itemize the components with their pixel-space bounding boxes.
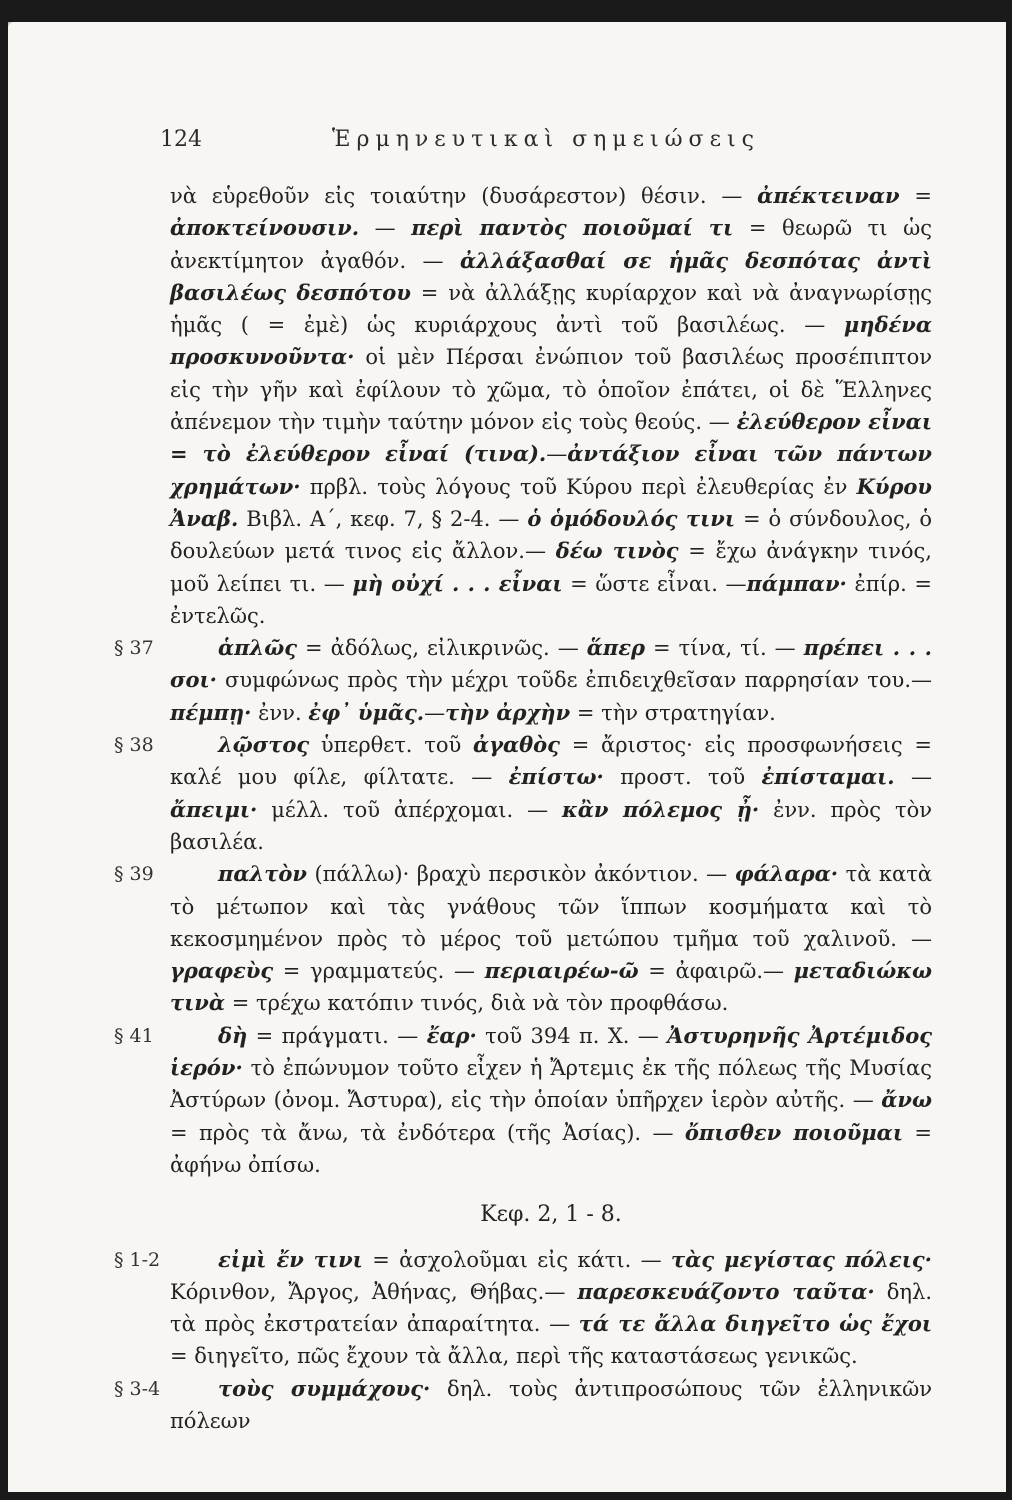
section-number: § 1-2 [114, 1248, 161, 1271]
lemma: πρέπει . . . σοι· [170, 635, 932, 693]
lemma: ἄπειμι· [170, 796, 258, 822]
running-title: Ἑρμηνευτικαὶ σημειώσεις [332, 127, 760, 152]
lemma: ἐπίστω· [508, 764, 604, 790]
note-paragraph: § 3-4 τοὺς συμμάχους· δηλ. τοὺς ἀντιπροσώπους τῶν ἑλληνικῶν πόλεων [170, 1373, 932, 1438]
lemma: γραφεὺς [170, 958, 274, 984]
note-paragraph: § 41 δὴ = πράγματι. — ἔαρ· τοῦ 394 π. Χ. — Ἀστυρηνῆς Ἀρτέμιδος ἱερόν· τὸ ἐπώνυμον τοῦτο εἶχεν ἡ Ἄρτεμις ἐκ τῆς πόλεως τῆς Μυσίας Ἀστύρων (ὀνομ. Ἄστυρα), εἰς τὴν ὁποίαν ὑπῆρχεν ἱερὸν αὐτῆς. — ἄνω = πρὸς τὰ ἄνω, τὰ ἐνδότερα (τῆς Ἀσίας). — ὄπισθεν ποιοῦμαι = ἀφήνω ὀπίσω. [170, 1020, 932, 1181]
lemma: τὴν ἀρχὴν [445, 699, 571, 725]
lemma: ἔαρ· [426, 1022, 477, 1048]
lemma: μὴ οὐχί . . . εἶναι [352, 570, 563, 596]
section-number: § 37 [114, 637, 154, 660]
section-number: § 38 [114, 734, 154, 757]
lemma: ἅπερ [586, 635, 646, 661]
lemma: μηδένα προσκυνοῦντα· [170, 312, 932, 370]
lemma: ἀντάξιον εἶναι τῶν πάντων χρημάτων· [170, 441, 932, 499]
section-number: § 39 [114, 863, 154, 886]
page-body [114, 180, 933, 1437]
lemma: τοὺς συμμάχους· [218, 1375, 431, 1401]
lemma: ἐφ᾽ ὑμᾶς. [308, 699, 425, 725]
lemma: ἀλλάξασθαί σε ἡμᾶς δεσπότας ἀντὶ βασιλέως δεσπότου [170, 247, 932, 305]
lemma: Ἀστυρηνῆς Ἀρτέμιδος ἱερόν· [170, 1022, 932, 1081]
lemma: περιαιρέω-ῶ [484, 958, 639, 984]
lemma: λῷστος [218, 732, 310, 758]
lemma: μεταδιώκω τινὰ [170, 958, 932, 1016]
lemma: ἀποκτείνουσιν. [170, 215, 360, 241]
section-number: § 41 [114, 1024, 154, 1047]
lemma: ἀγαθὸς [472, 732, 560, 758]
lemma: ἁπλῶς [218, 635, 298, 661]
lemma: τὰς μεγίστας πόλεις· [671, 1246, 932, 1272]
note-paragraph: § 39 παλτὸν (πάλλω)· βραχὺ περσικὸν ἀκόντιον. — φάλαρα· τὰ κατὰ τὸ μέτωπον καὶ τὰς γνάθους τῶν ἵππων κοσμήματα καὶ τὸ κεκοσμημένον πρὸς τὸ μέρος τοῦ μετώπου τμῆμα τοῦ χαλινοῦ. — γραφεὺς = γραμματεύς. — περιαιρέω-ῶ = ἀφαιρῶ.— μεταδιώκω τινὰ = τρέχω κατόπιν τινός, διὰ νὰ τὸν προφθάσω. [170, 858, 932, 1019]
lemma: παλτὸν [218, 861, 307, 887]
lemma: ἀπέκτειναν [757, 183, 900, 208]
lemma: πέμπῃ· [170, 699, 252, 725]
note-paragraph: § 37 ἁπλῶς = ἀδόλως, εἰλικρινῶς. — ἅπερ = τίνα, τί. — πρέπει . . . σοι· συμφώνως πρὸς τὴν μέχρι τοῦδε ἐπιδειχθεῖσαν παρρησίαν του.— πέμπῃ· ἐνν. ἐφ᾽ ὑμᾶς.—τὴν ἀρχὴν = τὴν στρατηγίαν. [170, 632, 932, 729]
section-number: § 3-4 [114, 1377, 161, 1400]
chapter-heading: Κεφ. 2, 1 - 8. [480, 1202, 622, 1228]
lemma: ἐπίσταμαι. [761, 764, 895, 790]
lemma: φάλαρα· [734, 861, 839, 887]
lemma: εἰμὶ ἔν τινι [218, 1246, 363, 1272]
lemma: δὴ [218, 1022, 248, 1048]
lemma: ἐλεύθερον εἶναι = τὸ ἐλεύθερον εἶναί (τινα). [170, 409, 932, 467]
lemma: ὁ ὁμόδουλός τινι [527, 505, 736, 531]
lemma: περὶ παντὸς ποιοῦμαί τι [411, 215, 734, 241]
page-number: 124 [160, 127, 202, 152]
note-paragraph: § 38 λῷστος ὑπερθετ. τοῦ ἀγαθὸς = ἄριστος· εἰς προσφωνήσεις = καλέ μου φίλε, φίλτατε. — ἐπίστω· προστ. τοῦ ἐπίσταμαι. — ἄπειμι· μέλλ. τοῦ ἀπέρχομαι. — κἂν πόλεμος ᾖ· ἐνν. πρὸς τὸν βασιλέα. [170, 729, 932, 858]
paragraph-group-notes [114, 180, 933, 1181]
lemma: πάμπαν· [746, 570, 847, 596]
lemma: Κύρου Ἀναβ. [170, 473, 932, 531]
lemma: τά τε ἄλλα διηγεῖτο ὡς ἔχοι [578, 1311, 932, 1337]
lemma: κἂν πόλεμος ᾖ· [562, 796, 760, 822]
lemma: ἄνω [881, 1087, 932, 1113]
lemma: δέω τινὸς [555, 538, 679, 564]
note-paragraph: νὰ εὑρεθοῦν εἰς τοιαύτην (δυσάρεστον) θέσιν. — ἀπέκτειναν = ἀποκτείνουσιν. — περὶ παντὸς ποιοῦμαί τι = θεωρῶ τι ὡς ἀνεκτίμητον ἀγαθόν. — ἀλλάξασθαί σε ἡμᾶς δεσπότας ἀντὶ βασιλέως δεσπότου = νὰ ἀλλάξῃς κυρίαρχον καὶ νὰ ἀναγνωρίσῃς ἡμᾶς ( = ἐμὲ) ὡς κυριάρχους ἀντὶ τοῦ βασιλέως. — μηδένα προσκυνοῦντα· οἱ μὲν Πέρσαι ἐνώπιον τοῦ βασιλέως προσέπιπτον εἰς τὴν γῆν καὶ ἐφίλουν τὸ χῶμα, τὸ ὁποῖον ἐπάτει, οἱ δὲ Ἕλληνες ἀπένεμον τὴν τιμὴν ταύτην μόνον εἰς τοὺς θεούς. — ἐλεύθερον εἶναι = τὸ ἐλεύθερον εἶναί (τινα).—ἀντάξιον εἶναι τῶν πάντων χρημάτων· πρβλ. τοὺς λόγους τοῦ Κύρου περὶ ἐλευθερίας ἐν Κύρου Ἀναβ. Βιβλ. Α΄, κεφ. 7, § 2-4. — ὁ ὁμόδουλός τινι = ὁ σύνδουλος, ὁ δουλεύων μετά τινος εἰς ἄλλον.— δέω τινὸς = ἔχω ἀνάγκην τινός, μοῦ λείπει τι. — μὴ οὐχί . . . εἶναι = ὥστε εἶναι. —πάμπαν· ἐπίρ. = ἐντελῶς. [170, 183, 933, 628]
lemma: παρεσκευάζοντο ταῦτα· [577, 1278, 875, 1304]
note-paragraph: § 1-2 εἰμὶ ἔν τινι = ἀσχολοῦμαι εἰς κάτι. — τὰς μεγίστας πόλεις· Κόρινθον, Ἄργος, Ἀθήνας, Θήβας.— παρεσκευάζοντο ταῦτα· δηλ. τὰ πρὸς ἐκστρατείαν ἀπαραίτητα. — τά τε ἄλλα διηγεῖτο ὡς ἔχοι = διηγεῖτο, πῶς ἔχουν τὰ ἄλλα, περὶ τῆς καταστάσεως γενικῶς. [170, 1244, 932, 1373]
paragraph-group-chapter-2 [114, 1244, 932, 1438]
lemma: ὄπισθεν ποιοῦμαι [684, 1119, 904, 1145]
